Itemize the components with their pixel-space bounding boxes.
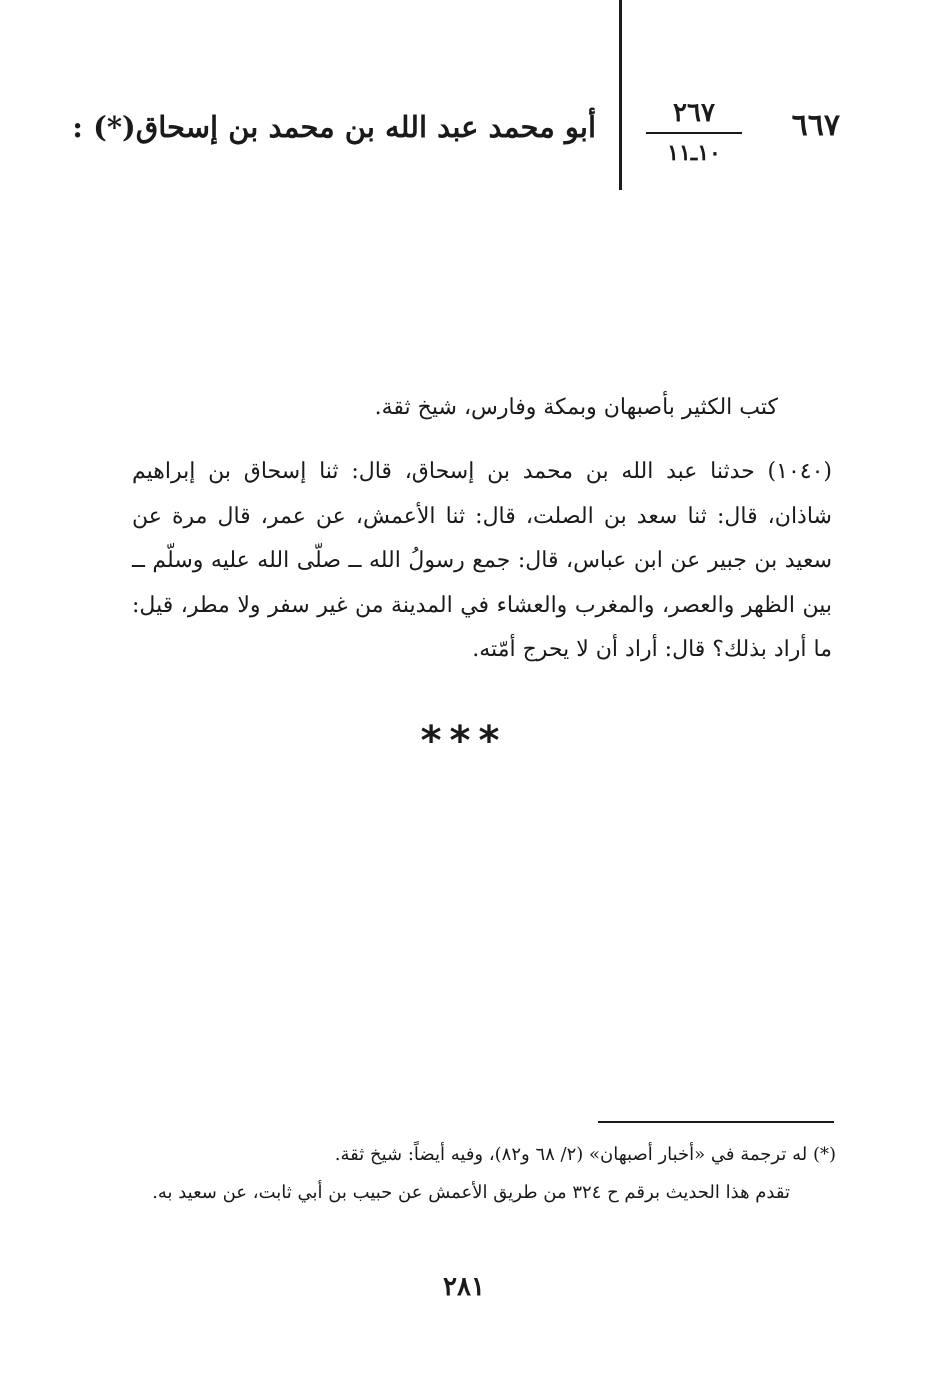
reference-numerator: ٢٦٧	[673, 98, 715, 128]
section-separator: ***	[420, 718, 508, 764]
page-number: ٢٨١	[443, 1272, 485, 1302]
footnote-2: تقدم هذا الحديث برقم ح ٣٢٤ من طريق الأعمش عن حبيب بن أبي ثابت، عن سعيد به.	[152, 1182, 790, 1203]
entry-number: ٦٦٧	[791, 108, 840, 143]
reference-fraction	[640, 96, 748, 168]
reference-denominator: ١٠ـ١١	[667, 140, 721, 166]
biography-text: كتب الكثير بأصبهان وبمكة وفارس، شيخ ثقة.	[374, 395, 778, 420]
hadith-text: (١٠٤٠) حدثنا عبد الله بن محمد بن إسحاق، قال: ثنا إسحاق بن إبراهيم شاذان، قال: ثنا سعد بن الصلت، قال: ثنا الأعمش، عن عمر، قال مرة عن سعيد بن جبير عن ابن عباس، قال: جمع رسولُ الله ــ صلّى الله عليه وسلّم ــ بين الظهر والعصر، والمغرب والعشاء في المدينة من غير سفر ولا مطر، قيل: ما أراد بذلك؟ قال: أراد أن لا يحرج أمّته.	[132, 459, 832, 662]
footnote-rule	[598, 1121, 834, 1123]
header-divider-line	[619, 0, 622, 190]
entry-heading: أبو محمد عبد الله بن محمد بن إسحاق(*) :	[72, 110, 596, 144]
footnote-1: (*) له ترجمة في «أخبار أصبهان» (٢/ ٦٨ و٨٢)، وفيه أيضاً: شيخ ثقة.	[334, 1144, 836, 1165]
fraction-bar	[646, 132, 742, 134]
